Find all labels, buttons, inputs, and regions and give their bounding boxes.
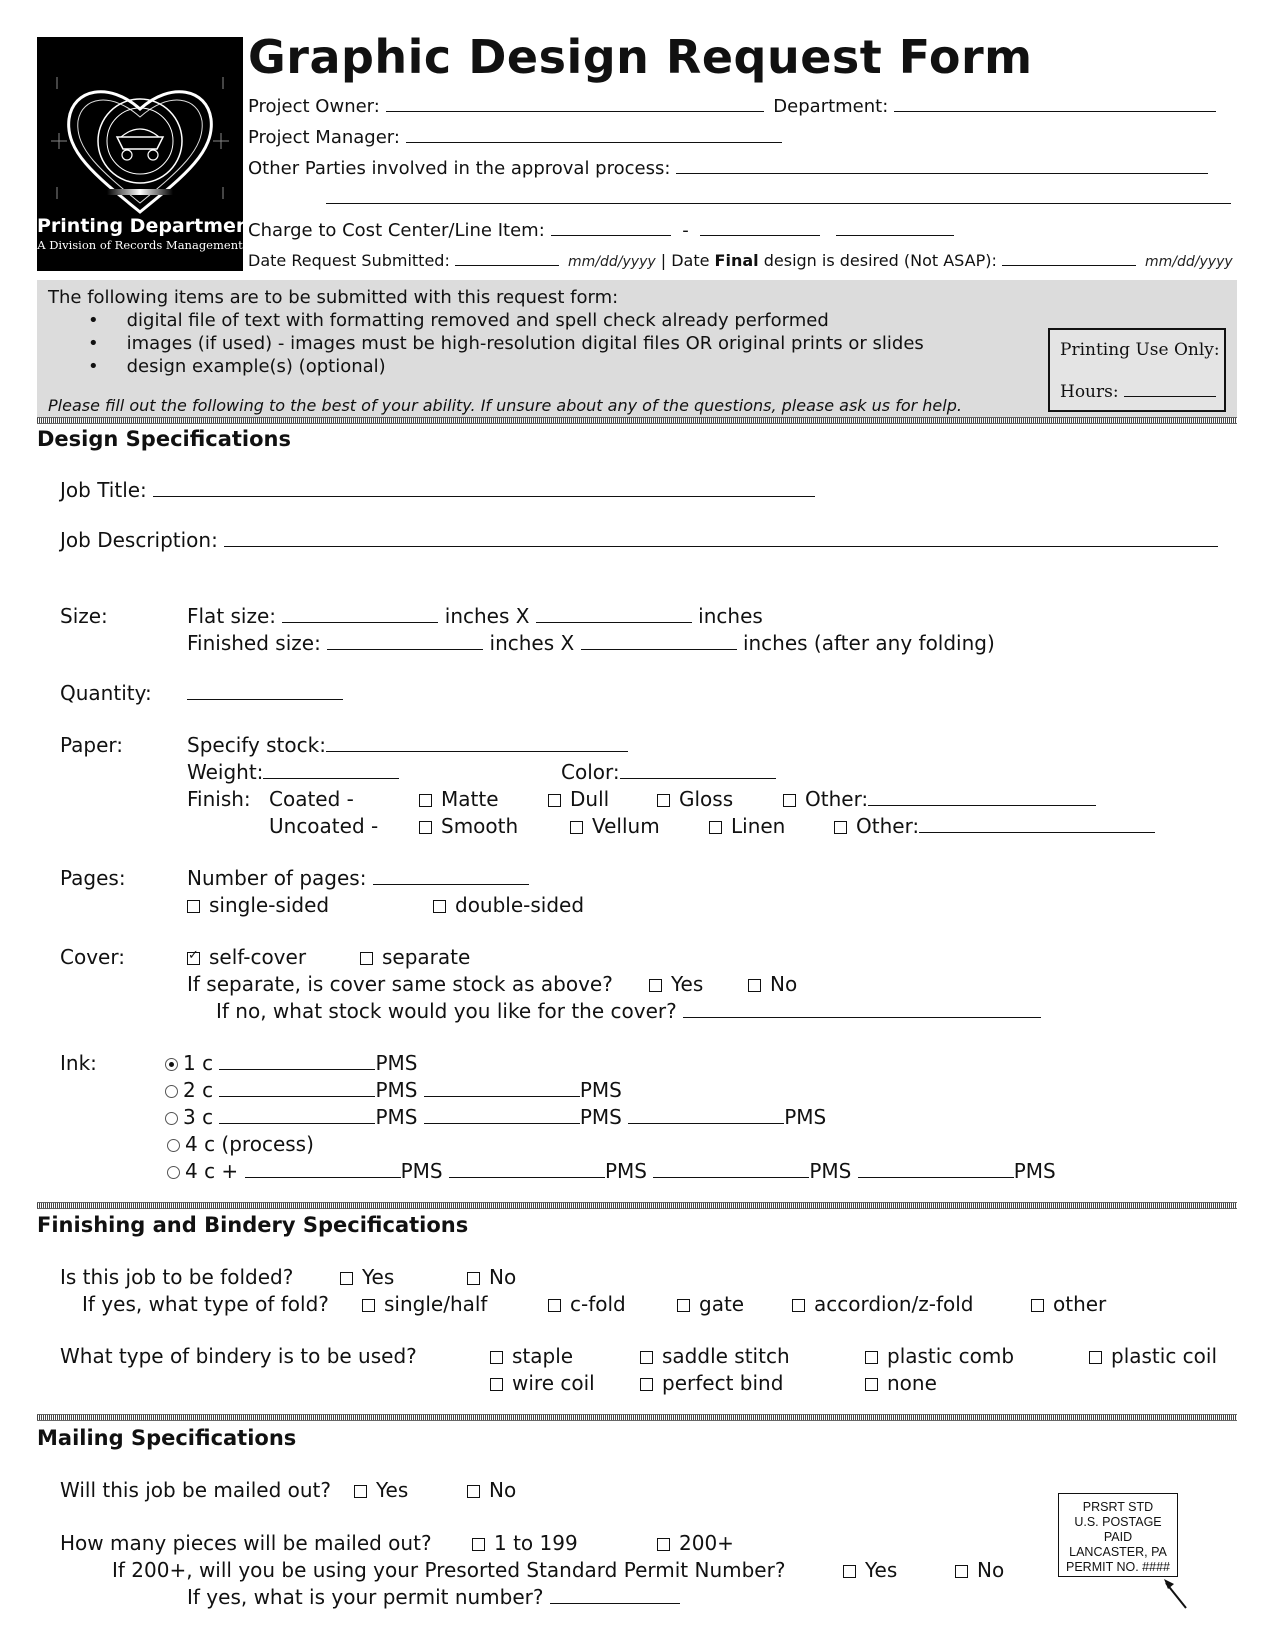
- submission-intro: The following items are to be submitted with this request form:: [48, 287, 619, 308]
- cover-stock-row: [216, 999, 1041, 1023]
- permit-number-field[interactable]: [550, 1586, 680, 1604]
- submission-item: • design example(s) (optional): [88, 356, 386, 377]
- inches-label: inches: [698, 604, 763, 628]
- pieces-200[interactable]: 200+: [657, 1531, 734, 1555]
- permit-question: If 200+, will you be using your Presorted Standard Permit Number?: [112, 1558, 786, 1582]
- postage-stamp: [1058, 1493, 1178, 1577]
- color-row: [561, 760, 776, 784]
- cover-label: Cover:: [60, 945, 125, 969]
- uncoated-other-option[interactable]: Other:: [834, 814, 1155, 838]
- divider: [37, 1414, 1237, 1421]
- bindery-plastic-comb[interactable]: plastic comb: [865, 1344, 1014, 1368]
- date-format-hint: mm/dd/yyyy: [568, 254, 656, 270]
- uncoated-other-checkbox[interactable]: [834, 821, 847, 834]
- project-owner-row: [248, 94, 1216, 117]
- inches-x-label: inches X: [444, 604, 530, 628]
- fold-single-half[interactable]: single/half: [362, 1292, 487, 1316]
- cover-stock-field[interactable]: [683, 1000, 1041, 1018]
- smooth-checkbox[interactable]: [419, 821, 432, 834]
- permit-number-label: If yes, what is your permit number?: [187, 1585, 544, 1609]
- bindery-none-checkbox[interactable]: [865, 1378, 878, 1391]
- ink-pms-field[interactable]: [245, 1160, 401, 1178]
- cover-same-yes-checkbox[interactable]: [649, 979, 662, 992]
- smooth-option[interactable]: Smooth: [419, 814, 518, 838]
- stamp-line: PAID: [1103, 1530, 1133, 1544]
- project-owner-field[interactable]: [386, 94, 764, 112]
- fold-single-half-checkbox[interactable]: [362, 1299, 375, 1312]
- divider: [37, 1202, 1237, 1209]
- mailed-no-checkbox[interactable]: [467, 1485, 480, 1498]
- fold-other[interactable]: other: [1031, 1292, 1106, 1316]
- mailed-yes[interactable]: Yes: [354, 1478, 408, 1502]
- permit-no-checkbox[interactable]: [955, 1565, 968, 1578]
- permit-yes[interactable]: Yes: [843, 1558, 897, 1582]
- submission-item: • images (if used) - images must be high-resolution digital files OR original prints or slides: [88, 333, 924, 354]
- fold-c-fold-checkbox[interactable]: [548, 1299, 561, 1312]
- fold-accordion[interactable]: accordion/z-fold: [792, 1292, 974, 1316]
- vellum-checkbox[interactable]: [570, 821, 583, 834]
- matte-option[interactable]: Matte: [419, 787, 499, 811]
- date-final-label: design is desired (Not ASAP):: [763, 251, 997, 270]
- date-final-bold: Final: [714, 251, 759, 270]
- coated-label: Coated -: [269, 787, 354, 811]
- quantity-label: Quantity:: [60, 681, 152, 705]
- ink-pms-field[interactable]: [858, 1160, 1014, 1178]
- separate-option[interactable]: separate: [360, 945, 470, 969]
- cover-same-no-checkbox[interactable]: [748, 979, 761, 992]
- ink-label: Ink:: [60, 1051, 97, 1075]
- charge-row: [248, 218, 954, 241]
- ink-2c-row: 2 c PMS PMS: [165, 1078, 622, 1102]
- cover-stock-label: If no, what stock would you like for the cover?: [216, 999, 677, 1023]
- finished-size-label: Finished size:: [187, 631, 321, 655]
- flat-width-field[interactable]: [282, 605, 438, 623]
- line-item-field-2[interactable]: [836, 218, 954, 236]
- bindery-wire-coil-checkbox[interactable]: [490, 1378, 503, 1391]
- ink-4c-plus-row: 4 c + PMS PMS PMS PMS: [167, 1159, 1056, 1183]
- double-sided-checkbox[interactable]: [433, 900, 446, 913]
- matte-checkbox[interactable]: [419, 794, 432, 807]
- fold-other-checkbox[interactable]: [1031, 1299, 1044, 1312]
- weight-label: Weight:: [187, 760, 264, 784]
- weight-field[interactable]: [263, 761, 399, 779]
- coated-other-checkbox[interactable]: [783, 794, 796, 807]
- specify-stock-label: Specify stock:: [187, 733, 326, 757]
- logo: [37, 37, 259, 271]
- inches-after-label: inches (after any folding): [742, 631, 995, 655]
- inches-x-label: inches X: [489, 631, 575, 655]
- printing-use-title: Printing Use Only:: [1060, 340, 1220, 360]
- date-row: [248, 251, 1233, 270]
- date-final-pre: | Date: [660, 251, 710, 270]
- divider: [37, 417, 1237, 424]
- bindery-plastic-coil[interactable]: plastic coil: [1089, 1344, 1217, 1368]
- ink-pms-field[interactable]: [219, 1106, 375, 1124]
- mailed-yes-checkbox[interactable]: [354, 1485, 367, 1498]
- bindery-perfect-bind-checkbox[interactable]: [640, 1378, 653, 1391]
- logo-division: A Division of Records Management: [37, 238, 243, 252]
- printing-use-box: [1048, 328, 1226, 412]
- bindery-staple-checkbox[interactable]: [490, 1351, 503, 1364]
- ink-3c-row: 3 c PMS PMS PMS: [165, 1105, 826, 1129]
- number-of-pages-field[interactable]: [373, 867, 529, 885]
- other-parties-field-2[interactable]: [326, 186, 1231, 208]
- folded-yes[interactable]: Yes: [340, 1265, 394, 1289]
- bindery-plastic-coil-checkbox[interactable]: [1089, 1351, 1102, 1364]
- cover-same-yes[interactable]: Yes: [649, 972, 703, 996]
- mailing-section-title: Mailing Specifications: [37, 1426, 297, 1450]
- ink-pms-field[interactable]: [653, 1160, 809, 1178]
- design-section-title: Design Specifications: [37, 427, 292, 451]
- number-of-pages-row: [187, 866, 529, 890]
- gloss-checkbox[interactable]: [657, 794, 670, 807]
- gloss-option[interactable]: Gloss: [657, 787, 733, 811]
- job-title-label: Job Title:: [60, 478, 147, 502]
- charge-sep: -: [682, 220, 689, 241]
- project-manager-label: Project Manager:: [248, 127, 400, 148]
- ink-1c-radio[interactable]: [165, 1058, 178, 1071]
- job-title-row: [60, 478, 815, 502]
- finished-width-field[interactable]: [327, 632, 483, 650]
- single-sided-checkbox[interactable]: [187, 900, 200, 913]
- folded-yes-checkbox[interactable]: [340, 1272, 353, 1285]
- bindery-perfect-bind[interactable]: perfect bind: [640, 1371, 783, 1395]
- department-label: Department:: [773, 96, 889, 117]
- ink-3c-radio[interactable]: [165, 1112, 178, 1125]
- permit-yes-checkbox[interactable]: [843, 1565, 856, 1578]
- charge-label: Charge to Cost Center/Line Item:: [248, 220, 545, 241]
- pieces-200-checkbox[interactable]: [657, 1538, 670, 1551]
- job-description-row: [60, 528, 1218, 552]
- dull-option[interactable]: Dull: [548, 787, 609, 811]
- self-cover-option[interactable]: ✓ self-cover: [187, 945, 306, 969]
- arrow-pointer-icon: [1160, 1575, 1190, 1611]
- stamp-line: PRSRT STD: [1082, 1500, 1154, 1514]
- cover-same-question: If separate, is cover same stock as above?: [187, 972, 613, 996]
- double-sided-option[interactable]: double-sided: [433, 893, 584, 917]
- date-final-field[interactable]: [1002, 251, 1136, 266]
- pieces-1-199[interactable]: 1 to 199: [472, 1531, 578, 1555]
- ink-pms-field[interactable]: [219, 1079, 375, 1097]
- ink-pms-field[interactable]: [424, 1106, 580, 1124]
- specify-stock-row: [187, 733, 628, 757]
- ink-4c-process-radio[interactable]: [167, 1139, 180, 1152]
- folded-no-checkbox[interactable]: [467, 1272, 480, 1285]
- coated-other-field[interactable]: [868, 788, 1096, 806]
- job-description-label: Job Description:: [60, 528, 218, 552]
- ink-2c-radio[interactable]: [165, 1085, 178, 1098]
- page-title: Graphic Design Request Form: [248, 30, 1033, 84]
- bindery-question: What type of bindery is to be used?: [60, 1344, 417, 1368]
- folded-question: Is this job to be folded?: [60, 1265, 294, 1289]
- linen-checkbox[interactable]: [709, 821, 722, 834]
- finishing-section-title: Finishing and Bindery Specifications: [37, 1213, 469, 1237]
- color-label: Color:: [561, 760, 620, 784]
- pieces-question: How many pieces will be mailed out?: [60, 1531, 432, 1555]
- line-item-field[interactable]: [700, 218, 820, 236]
- separate-checkbox[interactable]: [360, 952, 373, 965]
- other-parties-field[interactable]: [676, 156, 1208, 174]
- paper-label: Paper:: [60, 733, 124, 757]
- bindery-saddle-stitch[interactable]: saddle stitch: [640, 1344, 790, 1368]
- fold-type-question: If yes, what type of fold?: [82, 1292, 329, 1316]
- folded-no[interactable]: No: [467, 1265, 516, 1289]
- project-manager-row: [248, 125, 782, 148]
- date-submitted-field[interactable]: [455, 251, 559, 266]
- specify-stock-field[interactable]: [326, 734, 628, 752]
- hours-field[interactable]: [1124, 383, 1216, 397]
- pieces-1-199-checkbox[interactable]: [472, 1538, 485, 1551]
- stamp-line: LANCASTER, PA: [1069, 1545, 1167, 1559]
- size-label: Size:: [60, 604, 108, 628]
- project-owner-label: Project Owner:: [248, 96, 380, 117]
- project-manager-field[interactable]: [406, 125, 782, 143]
- permit-number-row: [187, 1585, 680, 1609]
- finish-label: Finish:: [187, 787, 251, 811]
- single-sided-option[interactable]: single-sided: [187, 893, 329, 917]
- coated-other-option[interactable]: Other:: [783, 787, 1096, 811]
- bindery-plastic-comb-checkbox[interactable]: [865, 1351, 878, 1364]
- weight-row: [187, 760, 399, 784]
- dull-checkbox[interactable]: [548, 794, 561, 807]
- fold-gate[interactable]: gate: [677, 1292, 744, 1316]
- permit-no[interactable]: No: [955, 1558, 1004, 1582]
- ink-1c-row: 1 c PMS: [165, 1051, 417, 1075]
- other-parties-row: [248, 156, 1208, 179]
- mailed-no[interactable]: No: [467, 1478, 516, 1502]
- uncoated-other-field[interactable]: [919, 815, 1155, 833]
- uncoated-label: Uncoated -: [269, 814, 379, 838]
- finished-size-row: [187, 631, 995, 655]
- fold-c-fold[interactable]: c-fold: [548, 1292, 626, 1316]
- fold-gate-checkbox[interactable]: [677, 1299, 690, 1312]
- fold-accordion-checkbox[interactable]: [792, 1299, 805, 1312]
- number-of-pages-label: Number of pages:: [187, 866, 367, 890]
- self-cover-checkbox[interactable]: [187, 952, 200, 965]
- ink-pms-field[interactable]: [449, 1160, 605, 1178]
- pages-label: Pages:: [60, 866, 126, 890]
- ink-4c-plus-radio[interactable]: [167, 1166, 180, 1179]
- job-description-field[interactable]: [224, 529, 1218, 547]
- date-submitted-label: Date Request Submitted:: [248, 251, 450, 270]
- date-format-hint-2: mm/dd/yyyy: [1145, 254, 1233, 270]
- logo-department: Printing Department: [37, 215, 259, 237]
- fill-out-note: Please fill out the following to the best of your ability. If unsure about any of the questions, please ask us for help.: [48, 396, 962, 415]
- cover-same-no[interactable]: No: [748, 972, 797, 996]
- mailed-question: Will this job be mailed out?: [60, 1478, 331, 1502]
- cost-center-field[interactable]: [551, 218, 671, 236]
- flat-size-label: Flat size:: [187, 604, 277, 628]
- color-field[interactable]: [620, 761, 776, 779]
- bindery-wire-coil[interactable]: wire coil: [490, 1371, 595, 1395]
- quantity-field[interactable]: [187, 682, 343, 700]
- ink-pms-field[interactable]: [628, 1106, 784, 1124]
- department-field[interactable]: [894, 94, 1216, 112]
- ink-pms-field[interactable]: [219, 1052, 375, 1070]
- submission-item: • digital file of text with formatting removed and spell check already performed: [88, 310, 829, 331]
- flat-size-row: [187, 604, 763, 628]
- finished-height-field[interactable]: [581, 632, 737, 650]
- stamp-line: PERMIT NO. ####: [1066, 1560, 1170, 1574]
- linen-option[interactable]: Linen: [709, 814, 785, 838]
- other-parties-label: Other Parties involved in the approval process:: [248, 158, 671, 179]
- job-title-field[interactable]: [153, 479, 815, 497]
- bindery-none[interactable]: none: [865, 1371, 937, 1395]
- stamp-line: U.S. POSTAGE: [1074, 1515, 1162, 1529]
- flat-height-field[interactable]: [536, 605, 692, 623]
- ink-4c-process-row: 4 c (process): [167, 1132, 314, 1156]
- bindery-staple[interactable]: staple: [490, 1344, 573, 1368]
- printing-use-hours: Hours:: [1060, 382, 1216, 402]
- bindery-saddle-stitch-checkbox[interactable]: [640, 1351, 653, 1364]
- ink-pms-field[interactable]: [424, 1079, 580, 1097]
- vellum-option[interactable]: Vellum: [570, 814, 660, 838]
